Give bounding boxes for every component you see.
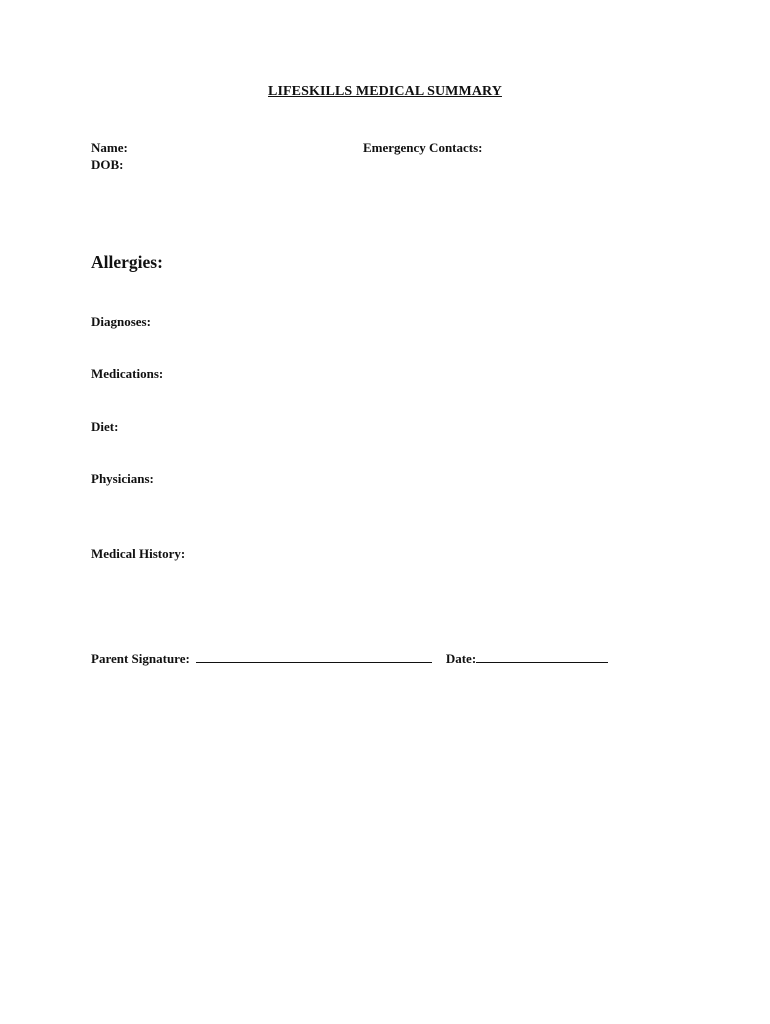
name-label: Name: bbox=[91, 140, 128, 155]
signature-row bbox=[91, 651, 608, 667]
medical-history-label: Medical History: bbox=[91, 546, 186, 561]
parent-signature-line[interactable] bbox=[196, 652, 432, 663]
dob-label: DOB: bbox=[91, 157, 124, 172]
diet-label: Diet: bbox=[91, 419, 119, 434]
medications-label: Medications: bbox=[91, 366, 164, 381]
parent-signature-label: Parent Signature: bbox=[91, 651, 190, 666]
diagnoses-label: Diagnoses: bbox=[91, 314, 151, 329]
allergies-label: Allergies: bbox=[91, 252, 163, 272]
physicians-label: Physicians: bbox=[91, 471, 154, 486]
document-title: LIFESKILLS MEDICAL SUMMARY bbox=[268, 84, 502, 99]
emergency-contacts-label: Emergency Contacts: bbox=[363, 140, 483, 155]
date-label: Date: bbox=[445, 651, 477, 666]
date-line[interactable] bbox=[476, 652, 608, 663]
